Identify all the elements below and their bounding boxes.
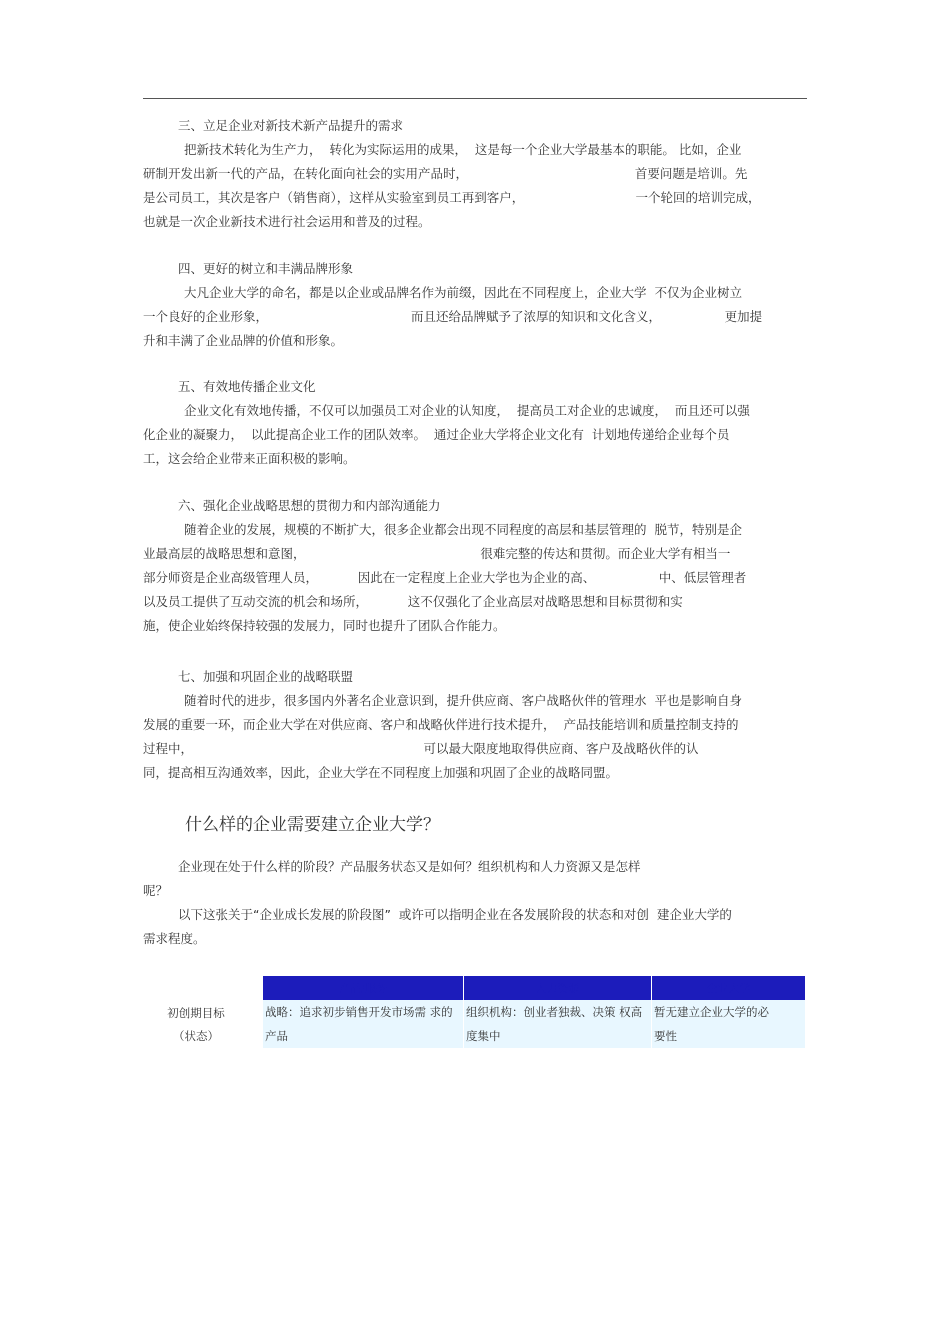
- table-header-row: [263, 976, 805, 1000]
- header-human-resources: 人力资源: [464, 976, 652, 1000]
- section-heading: 五、有效地传播企业文化: [178, 379, 316, 394]
- paragraph-line: 过程中， 可以最大限度地取得供应商、客户及战略伙伴的认: [143, 741, 699, 756]
- paragraph-line: 把新技术转化为生产力， 转化为实际运用的成果， 这是每一个企业大学最基本的职能。 比如，企业: [184, 142, 742, 157]
- paragraph-line: 同，提高相互沟通效率，因此，企业大学在不同程度上加强和巩固了企业的战略同盟。: [143, 765, 619, 780]
- paragraph-line: 呢？: [143, 883, 169, 898]
- section-heading: 四、更好的树立和丰满品牌形象: [178, 261, 354, 276]
- section-heading: 三、立足企业对新技术新产品提升的需求: [178, 118, 404, 133]
- cell-line: 组织机构：创业者独裁、决策 权高: [466, 1005, 643, 1019]
- header-rule: [143, 98, 807, 99]
- cell-line: 要性: [654, 1029, 677, 1043]
- paragraph-line: 以及员工提供了互动交流的机会和场所， 这不仅强化了企业高层对战略思想和目标贯彻和实: [143, 594, 683, 609]
- table-row-label: [150, 1002, 242, 1048]
- paragraph-line: 部分师资是企业高级管理人员， 因此在一定程度上企业大学也为企业的高、 中、低层管理者: [143, 570, 747, 585]
- paragraph-line: 研制开发出新一代的产品，在转化面向社会的实用产品时， 首要问题是培训。先: [143, 166, 748, 181]
- section-heading: 七、加强和巩固企业的战略联盟: [178, 669, 354, 684]
- paragraph-line: 升和丰满了企业品牌的价值和形象。: [143, 333, 344, 348]
- cell-line: 战略：追求初步销售开发市场需 求的: [265, 1005, 453, 1019]
- paragraph-line: 随着企业的发展，规模的不断扩大，很多企业都会出现不同程度的高层和基层管理的 脱节，特别是企: [184, 522, 742, 537]
- row-label-line: 初创期目标: [167, 1006, 225, 1020]
- paragraph-line: 以下这张关于“企业成长发展的阶段图” 或许可以指明企业在各发展阶段的状态和对创 建企业大学的: [178, 907, 732, 922]
- paragraph-line: 业最高层的战略思想和意图， 很难完整的传达和贯彻。而企业大学有相当一: [143, 546, 731, 561]
- header-corporate-university: 企业大学: [652, 976, 805, 1000]
- table-row: [263, 1000, 805, 1048]
- paragraph-line: 施，使企业始终保持较强的发展力，同时也提升了团队合作能力。: [143, 618, 506, 633]
- growth-stage-table: [262, 976, 805, 1048]
- paragraph-line: 化企业的凝聚力， 以此提高企业工作的团队效率。 通过企业大学将企业文化有 计划地传递给企业每个员: [143, 427, 730, 442]
- row-label-line: （状态）: [173, 1029, 219, 1043]
- section-title: 什么样的企业需要建立企业大学？: [185, 815, 440, 835]
- paragraph-line: 大凡企业大学的命名，都是以企业或品牌名作为前缀，因此在不同程度上，企业大学 不仅为企业树立: [184, 285, 742, 300]
- cell-line: 度集中: [466, 1029, 501, 1043]
- cell-product-service: [263, 1000, 464, 1048]
- paragraph-line: 随着时代的进步，很多国内外著名企业意识到，提升供应商、客户战略伙伴的管理水 平也是影响自身: [184, 693, 742, 708]
- paragraph-line: 一个良好的企业形象， 而且还给品牌赋予了浓厚的知识和文化含义， 更加提: [143, 309, 763, 324]
- paragraph-line: 也就是一次企业新技术进行社会运用和普及的过程。: [143, 214, 431, 229]
- paragraph-line: 工，这会给企业带来正面积极的影响。: [143, 451, 356, 466]
- section-heading: 六、强化企业战略思想的贯彻力和内部沟通能力: [178, 498, 441, 513]
- cell-line: 暂无建立企业大学的必: [654, 1005, 769, 1019]
- paragraph-line: 发展的重要一环，而企业大学在对供应商、客户和战略伙伴进行技术提升， 产品技能培训和质量控制支持的: [143, 717, 739, 732]
- cell-line: 产品: [265, 1029, 288, 1043]
- paragraph-line: 企业文化有效地传播，不仅可以加强员工对企业的认知度， 提高员工对企业的忠诚度， 而且还可以强: [184, 403, 750, 418]
- cell-corporate-university: [652, 1000, 805, 1048]
- paragraph-line: 企业现在处于什么样的阶段？产品服务状态又是如何？组织机构和人力资源又是怎样: [178, 859, 641, 874]
- paragraph-line: 需求程度。: [143, 931, 206, 946]
- paragraph-line: 是公司员工，其次是客户（销售商），这样从实验室到员工再到客户， 一个轮回的培训完成，: [143, 190, 761, 205]
- cell-human-resources: [464, 1000, 652, 1048]
- header-product-service: 产品/服务: [263, 976, 464, 1000]
